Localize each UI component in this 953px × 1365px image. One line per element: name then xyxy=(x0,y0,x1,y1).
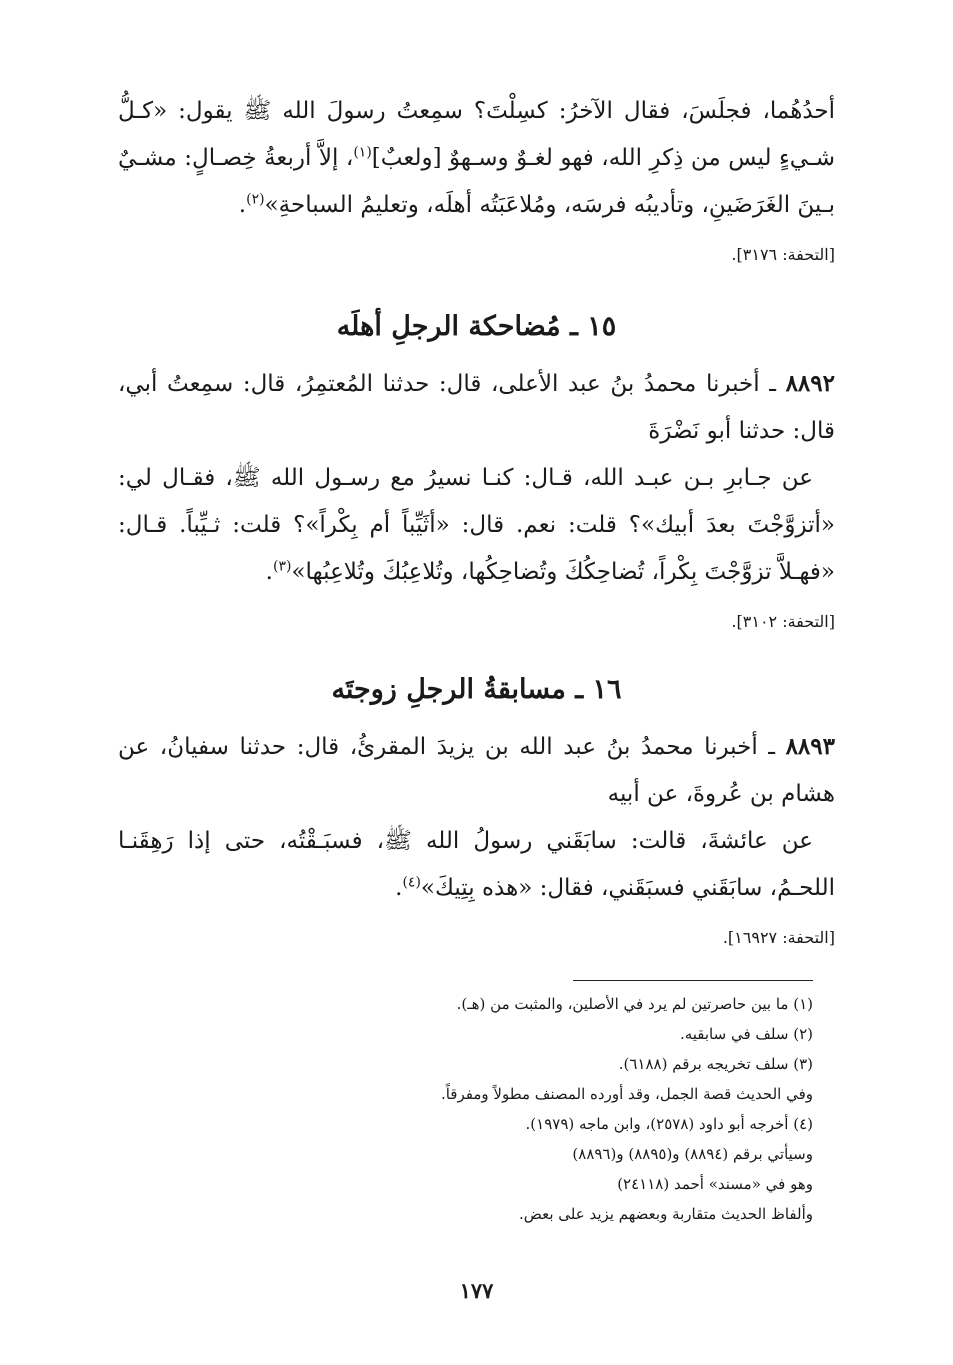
tuhfa-reference: [التحفة: ١٦٩٢٧]. xyxy=(722,928,835,947)
matn-8893 xyxy=(118,818,835,912)
hadith-text: أحدُهُما، فجلَسَ، فقال الآخرُ: كسِلْتَ؟ سمِعتُ رسولَ الله ﷺ يقول: «كـلُّ شـيءٍ ليس من ذِكرِ الله، فهو لغـوٌ وسـهوٌ [ولعبٌ] xyxy=(118,98,835,171)
tuhfa-reference: [التحفة: ٣١٠٢]. xyxy=(731,612,835,631)
footnote-divider xyxy=(573,980,813,981)
chapter-heading-16: ١٦ ـ مسابقةُ الرجلِ زوجتَه xyxy=(331,674,622,705)
footnote-ref-2[interactable]: (٢) xyxy=(246,191,265,208)
footnote-4: (٤) أخرجه أبو داود (٢٥٧٨)، وابن ماجه (١٩٧٩). xyxy=(525,1115,813,1133)
footnote-4-note: وهو في «مسند» أحمد (٢٤١١٨) xyxy=(617,1175,813,1193)
hadith-text-b: ، إلاَّ أربعةُ خِصـالٍ: مشـيٌ بـينَ الغَرَضَينِ، وتأديبُه فرسَه، ومُلاعَبَتُه أهلَه، وتعليمُ السباحةِ» xyxy=(118,145,835,218)
footnotes xyxy=(273,980,813,1229)
isnad-text: ـ أخبرنا محمدُ بنُ عبد الله بن يزيدَ المقرئُ، قال: حدثنا سفيانُ، عن هشام بن عُروةَ، عن أبيه xyxy=(118,734,835,807)
footnote-ref-1[interactable]: (١) xyxy=(353,144,372,161)
matn-end: . xyxy=(395,875,403,901)
matn-8892 xyxy=(118,455,835,596)
footnote-ref-3[interactable]: (٣) xyxy=(272,558,292,575)
footnote-4-note: وسيأتي برقم (٨٨٩٤) و(٨٨٩٥) و(٨٨٩٦) xyxy=(572,1145,813,1163)
footnote-3-note: وفي الحديث قصة الجمل، وقد أورده المصنف مطولاً ومفرقاً. xyxy=(440,1085,813,1103)
tuhfa-reference: [التحفة: ٣١٧٦]. xyxy=(731,245,835,264)
footnote-2: (٢) سلف في سابقيه. xyxy=(679,1025,813,1043)
footnote-ref-4[interactable]: (٤) xyxy=(402,874,421,891)
hadith-number: ٨٨٩٣ xyxy=(785,733,835,760)
matn-end: . xyxy=(265,559,273,585)
footnote-1: (١) ما بين حاصرتين لم يرد في الأصلين، والمثبت من (هـ). xyxy=(456,995,813,1013)
page-number: ١٧٧ xyxy=(459,1278,494,1303)
chapter-heading-15: ١٥ ـ مُضاحكة الرجلِ أهلَه xyxy=(336,311,617,342)
hadith-continuation xyxy=(118,88,835,229)
isnad-8892 xyxy=(118,360,835,455)
footnote-4-note: وألفاظ الحديث متقاربة وبعضهم يزيد على بعض. xyxy=(518,1205,813,1223)
isnad-text: ـ أخبرنا محمدُ بنُ عبد الأعلى، قال: حدثنا المُعتمِرُ، قال: سمِعتُ أبي، قال: حدثنا أبو نَضْرَةَ xyxy=(118,371,835,444)
footnote-3: (٣) سلف تخريجه برقم (٦١٨٨). xyxy=(618,1055,813,1073)
hadith-text-c: . xyxy=(238,192,247,218)
matn-text: عن جـابرِ بـن عبـد الله، قـال: كنـا نسيرُ مع رسـول الله ﷺ، فقـال لي: «أتزوَّجْتَ بعدَ أبيك»؟ قلت: نعم. قال: «أثَيِّباً أم بِكْراً»؟ قلت: ثـيِّباً. قـال: «فهـلاَّ تزوَّجْتَ بِكْراً، تُضاحِكُكَ وتُضاحِكُها، وتُلاعِبُكَ وتُلاعِبُها» xyxy=(118,465,835,585)
page-body xyxy=(118,88,835,950)
matn-text: عن عائشةَ، قالت: سابَقَني رسولُ الله ﷺ، فسبَـقْتُه، حتى إذا رَهِقَنـا اللحـمُ، سابَقَني فسبَقَني، فقال: «هذه بِتِيكَ» xyxy=(118,828,835,901)
isnad-8893 xyxy=(118,723,835,818)
hadith-number: ٨٨٩٢ xyxy=(785,370,835,397)
